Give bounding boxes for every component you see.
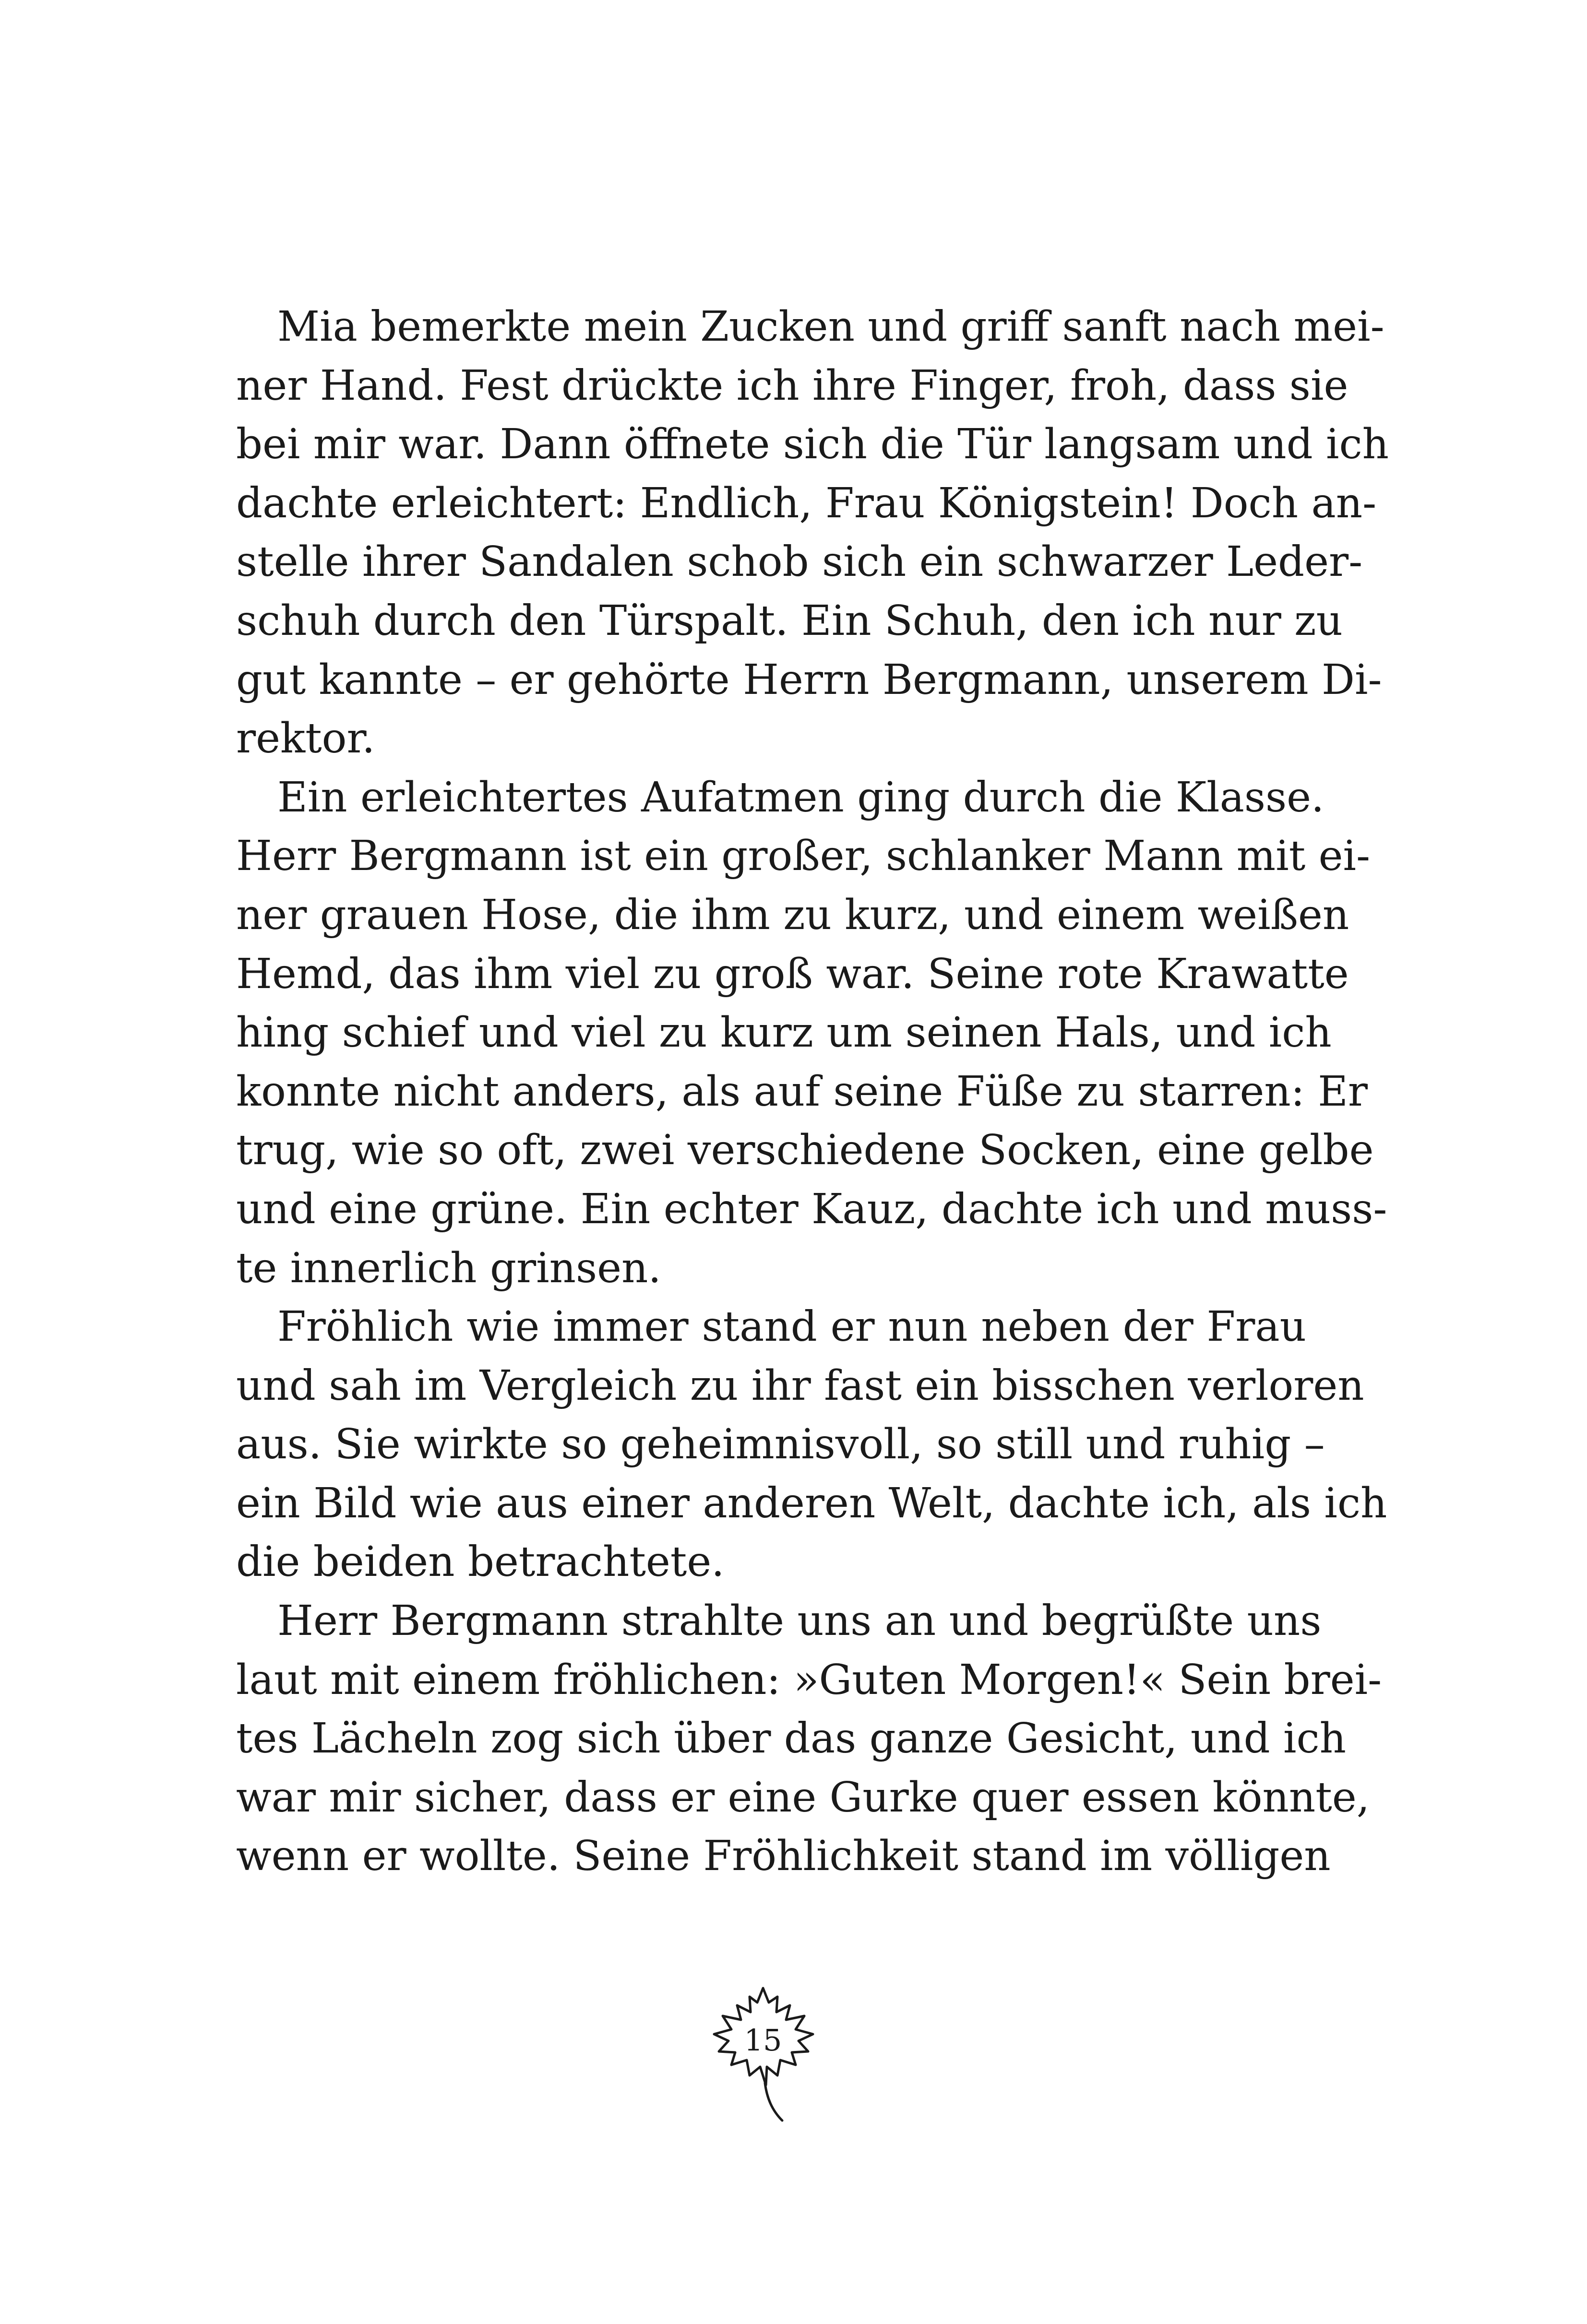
text-line: Ein erleichtertes Aufatmen ging durch die Klasse. (277, 773, 1324, 822)
text-line: Mia bemerkte mein Zucken und griff sanft nach mei- (277, 303, 1384, 351)
text-line: rektor. (236, 715, 375, 763)
text-line: trug, wie so oft, zwei verschiedene Socken, eine gelbe (236, 1126, 1374, 1175)
text-line: konnte nicht anders, als auf seine Füße zu starren: Er (236, 1067, 1368, 1116)
text-line: die beiden betrachtete. (236, 1538, 725, 1586)
text-line: gut kannte – er gehörte Herrn Bergmann, unserem Di- (236, 655, 1382, 704)
text-line: te innerlich grinsen. (236, 1244, 661, 1292)
text-line: schuh durch den Türspalt. Ein Schuh, den ich nur zu (236, 596, 1343, 645)
text-line: ein Bild wie aus einer anderen Welt, dachte ich, als ich (236, 1479, 1387, 1527)
paragraph (236, 768, 1387, 1298)
text-line: Hemd, das ihm viel zu groß war. Seine rote Krawatte (236, 950, 1349, 998)
page-footer (705, 1984, 821, 2123)
text-line: tes Lächeln zog sich über das ganze Gesicht, und ich (236, 1715, 1347, 1763)
text-line: und eine grüne. Ein echter Kauz, dachte ich und muss- (236, 1185, 1387, 1233)
text-line: wenn er wollte. Seine Fröhlichkeit stand im völligen (236, 1832, 1331, 1881)
text-line: dachte erleichtert: Endlich, Frau Königstein! Doch an- (236, 479, 1377, 527)
paragraph (236, 1298, 1387, 1592)
text-line: stelle ihrer Sandalen schob sich ein schwarzer Leder- (236, 538, 1363, 586)
text-line: Fröhlich wie immer stand er nun neben der Frau (277, 1303, 1306, 1351)
text-line: aus. Sie wirkte so geheimnisvoll, so still und ruhig – (236, 1420, 1325, 1469)
text-line: Herr Bergmann ist ein großer, schlanker Mann mit ei- (236, 832, 1371, 881)
text-line: und sah im Vergleich zu ihr fast ein bisschen verloren (236, 1361, 1364, 1410)
page-number: 15 (744, 2023, 782, 2058)
text-line: war mir sicher, dass er eine Gurke quer essen könnte, (236, 1773, 1370, 1822)
text-line: laut mit einem fröhlichen: »Guten Morgen!« Sein brei- (236, 1656, 1382, 1704)
text-line: ner Hand. Fest drückte ich ihre Finger, froh, dass sie (236, 361, 1348, 410)
text-line: hing schief und viel zu kurz um seinen Hals, und ich (236, 1009, 1332, 1057)
paragraph (236, 298, 1389, 768)
text-line: Herr Bergmann strahlte uns an und begrüßte uns (277, 1597, 1322, 1645)
paragraph (236, 1592, 1382, 1886)
body-text (236, 298, 1389, 1886)
text-line: ner grauen Hose, die ihm zu kurz, und einem weißen (236, 891, 1349, 939)
text-line: bei mir war. Dann öffnete sich die Tür langsam und ich (236, 420, 1389, 469)
